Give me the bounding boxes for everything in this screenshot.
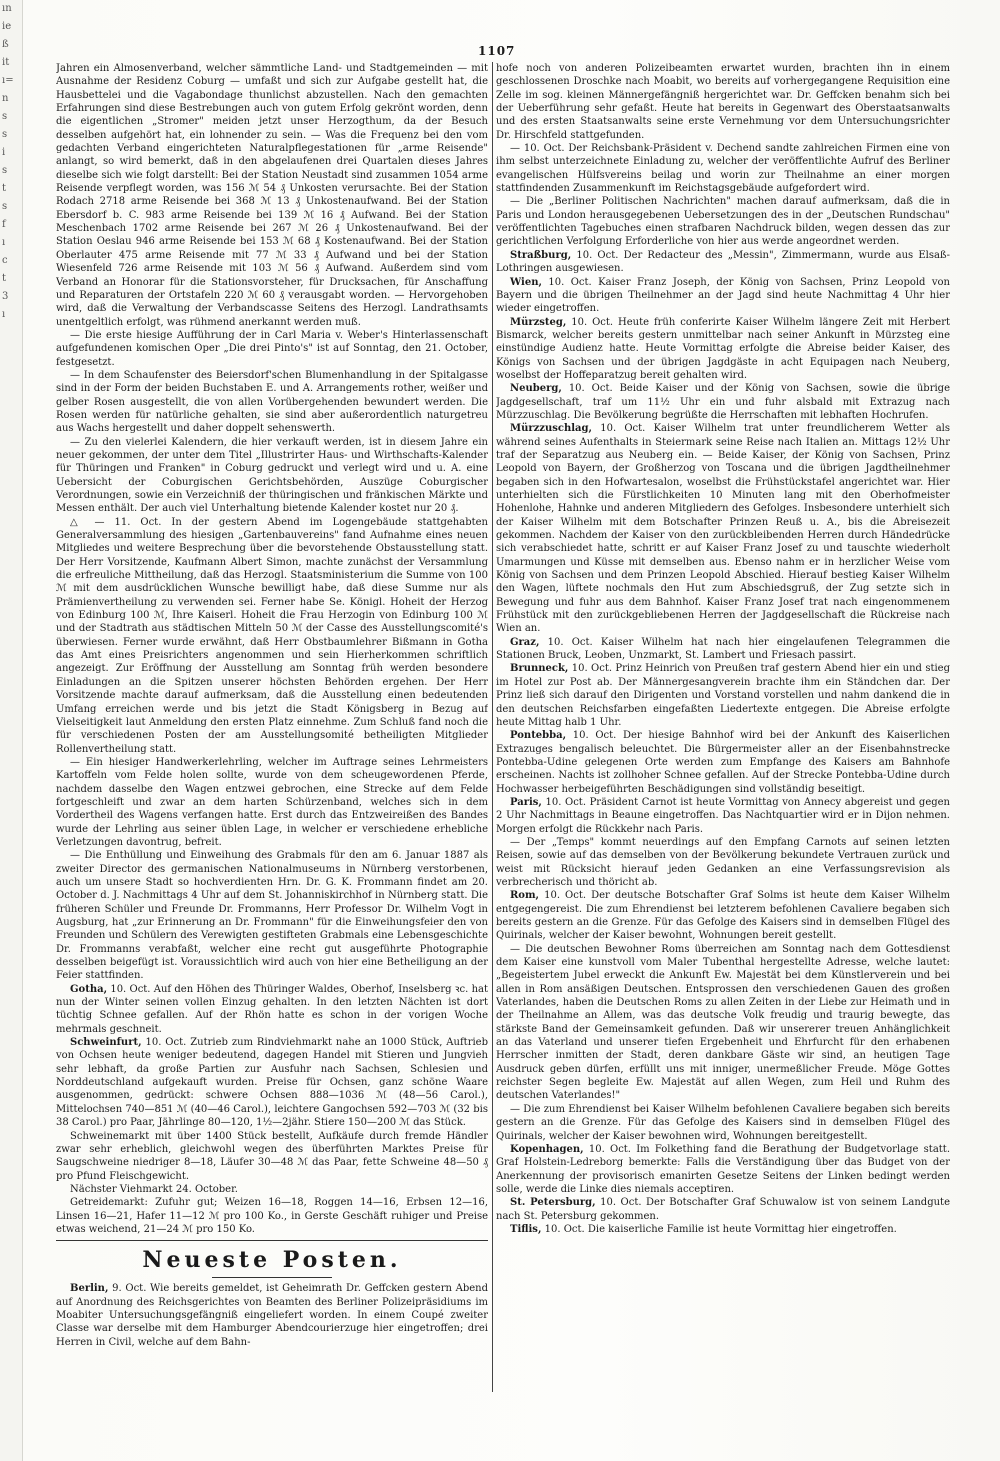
margin-glyph: f (2, 219, 6, 230)
dateline-text: 10. Oct. Der Redacteur des „Messin", Zimmermann, wurde aus Elsaß-Lothringen ausgewiesen. (496, 249, 950, 275)
dateline-paragraph (496, 662, 950, 729)
right-column (496, 62, 950, 1402)
dateline-text: 10. Oct. Kaiser Wilhelm trat unter freundlicherem Wetter als während seines Aufenthalts in Steiermark seine Reise nach Italien an. Mittags 12½ Uhr traf der Separatzug aus Neuberg ein. — Beide Kaiser, der König von Sachsen, Prinz Leopold von Bayern, der Großherzog von Toscana und die übrigen Jagdtheilnehmer begaben sich in den Hofwartesalon, woselbst die Frühstückstafel angerichtet war. Hier unterhielten sich die Fürstlichkeiten 10 Minuten lang mit den Oberhofmeister Hohenlohe, Hahnke und anderen Mitgliedern des Gefolges. Insbesondere unterhielt sich der Kaiser Wilhelm mit dem Botschafter Prinzen Reuß u. A., bis die Abreisezeit gekommen. Nachdem der Kaiser von den zurückbleibenden Herren durch Händedrücke sich verabschiedet hatte, schritt er auf Kaiser Franz Josef zu und tauschte wiederholt Umarmungen und Küsse mit demselben aus. Ebenso nahm er in herzlicher Weise vom König von Sachsen und dem Prinzen Leopold Abschied. Hierauf bestieg Kaiser Wilhelm den Wagen, lüftete nochmals den Hut zum Abschiedsgruß, der Zug setzte sich in Bewegung und fuhr aus dem Bahnhof. Kaiser Franz Josef trat nach eingenommenem Frühstück mit den zurückgebliebenen Herren der Jagdgesellschaft die Rückreise nach Wien an. (496, 423, 950, 635)
dateline-text: 10. Oct. Zutrieb zum Rindviehmarkt nahe an 1000 Stück, Auftrieb von Ochsen heute weniger bedeutend, dagegen Handel mit Stieren und Jungvieh sehr lebhaft, da große Partien zur Ausfuhr nach Sachsen, Schlesien und Norddeutschland aufgekauft wurden. Preise für Ochsen, ganz schöne Waare ausgenommen, gedrückt: schwere Ochsen 888—1036 ℳ (48—56 Carol.), Mittelochsen 740—851 ℳ (40—46 Carol.), leichtere Gangochsen 592—703 ℳ (32 bis 38 Carol.) pro Paar, Jährlinge 80—120, 1½—2jähr. Stiere 150—200 ℳ das Stück. (56, 1037, 488, 1129)
article-paragraph: — Ein hiesiger Handwerkerlehrling, welcher im Auftrage seines Lehrmeisters Kartoffeln vom Felde holen sollte, wurde von dem scheugewordenen Pferde, nachdem dasselbe den Wagen entzwei gebrochen, eine Strecke auf dem Felde fortgeschleift und zwar an dem harten Schürzenband, welches sich in dem Vordertheil des Wagens verfangen hatte. Erst durch das Entzweireißen des Bandes wurde der Lehrling aus seiner üblen Lage, in welcher er verschiedene erhebliche Verletzungen davontrug, befreit. (56, 756, 488, 848)
dateline-text: 10. Oct. Der deutsche Botschafter Graf Solms ist heute dem Kaiser Wilhelm entgegengereist. Die zum Ehrendienst bei letzterem befohlenen Cavaliere begaben sich bereits gestern an die Grenze. Für das Gefolge des Kaisers sind in demselben Flügel des Quirinals, welcher der Kaiser bewohnt, Wohnungen bereit gestellt. (496, 890, 950, 942)
article-paragraph: — Zu den vielerlei Kalendern, die hier verkauft werden, ist in diesem Jahre ein neuer gekommen, der unter dem Titel „Illustrirter Haus- und Wirthschafts-Kalender für Thüringen und Franken" in Coburg gedruckt und verlegt wird und u. A. eine Uebersicht der Coburgischen Gerichtsbehörden, Auszüge Coburgischer Verordnungen, sowie ein Verzeichniß der thüringischen und fränkischen Märkte und Messen enthält. Der auch viel Unterhaltung bietende Kalender kostet nur 20 ₰. (56, 436, 488, 515)
margin-glyph: t (2, 183, 7, 194)
dateline-paragraph (496, 889, 950, 942)
dateline-city: Neuberg, (510, 383, 562, 395)
dateline-paragraph (496, 1196, 950, 1223)
article-paragraph: — Die erste hiesige Aufführung der in Carl Maria v. Weber's Hinterlassenschaft aufgefundenen komischen Oper „Die drei Pinto's" ist auf Sonntag, den 21. October, festgesetzt. (56, 329, 488, 368)
dateline-city: Tiflis, (510, 1223, 542, 1235)
dateline-city: Kopenhagen, (510, 1143, 584, 1155)
dateline-text: 10. Oct. Der hiesige Bahnhof wird bei der Ankunft des Kaiserlichen Extrazuges bengalisch beleuchtet. Die Bürgermeister aller an der Eisenbahnstrecke Pontebba-Udine gelegenen Orte werden zum Empfange des Kaisers am Bahnhofe erscheinen. Nachts ist zollhoher Schnee gefallen. Auf der Strecke Pontebba-Udine durch Hochwasser herbeigeführten Beschädigungen sind vollständig beseitigt. (496, 730, 950, 795)
dateline-paragraph (496, 1143, 950, 1196)
article-paragraph: — Die zum Ehrendienst bei Kaiser Wilhelm befohlenen Cavaliere begaben sich bereits gestern an die Grenze. Für das Gefolge des Kaisers sind in demselben Flügel des Quirinals, welcher der Kaiser bewohnen wird, Wohnungen bereitgestellt. (496, 1103, 950, 1142)
dateline-city: Rom, (510, 890, 540, 902)
dateline-text: 10. Oct. Kaiser Franz Joseph, der König von Sachsen, Prinz Leopold von Bayern und die übrigen Theilnehmer an der Jagd sind heute Nachmittag 4 Uhr hier wieder eingetroffen. (496, 276, 950, 315)
dateline-city: Gotha, (70, 983, 108, 995)
margin-glyph: i (2, 147, 6, 158)
dateline-text: 10. Oct. Heute früh conferirte Kaiser Wilhelm längere Zeit mit Herbert Bismarck, welcher bereits gestern unmittelbar nach seiner Ankunft in Mürzsteg eine einstündige Audienz hatte. Heute Vormittag erfolgte die Abreise beider Kaiser, des Königs von Sachsen und der übrigen Jagdgäste in acht Equipagen nach Neuberg, woselbst der Hoffeparatzug bereit gehalten wird. (496, 316, 950, 381)
dateline-text: 10. Oct. Prinz Heinrich von Preußen traf gestern Abend hier ein und stieg im Hotel zur Post ab. Der Männergesangverein brachte ihm ein Ständchen dar. Der Prinz ließ sich darauf den Dirigenten und Vorstand vorstellen und nahm dankend die in den deutschen Reichsfarben eingefaßten Liedertexte entgegen. Die Abreise erfolgte heute Mittag halb 1 Uhr. (496, 663, 950, 728)
margin-glyph: s (2, 165, 8, 176)
margin-glyph: s (2, 201, 8, 212)
dateline-city: Straßburg, (510, 249, 572, 261)
dateline-paragraph (496, 729, 950, 796)
dateline-city: Pontebba, (510, 730, 567, 742)
dateline-text: 10. Oct. Beide Kaiser und der König von Sachsen, sowie die übrige Jagdgesellschaft, traf um 11½ Uhr ein und fuhr alsbald mit Extrazug nach Mürzzuschlag. Die Bevölkerung begrüßte die Herrschaften mit lebhaften Hochrufen. (496, 383, 950, 421)
dateline-city: Schweinfurt, (70, 1037, 142, 1049)
dateline-paragraph (56, 983, 488, 1036)
left-column (56, 62, 488, 1422)
column-rule (492, 62, 493, 1392)
margin-glyph: ß (2, 39, 9, 50)
dateline-city: Mürzsteg, (510, 316, 567, 328)
dateline-text: 10. Oct. Präsident Carnot ist heute Vormittag von Annecy abgereist und gegen 2 Uhr Nachmittags in Beaune eingetroffen. Das Nachtquartier wird er in Dijon nehmen. Morgen erfolgt die Rückkehr nach Paris. (496, 796, 950, 835)
dateline-city: Mürzzuschlag, (510, 423, 592, 435)
dateline-text: 10. Oct. Die kaiserliche Familie ist heute Vormittag hier eingetroffen. (544, 1223, 897, 1235)
article-paragraph: Jahren ein Almosenverband, welcher sämmtliche Land- und Stadtgemeinden — mit Ausnahme der Residenz Coburg — umfaßt und sich zur Aufgabe gestellt hat, die Hausbettelei und die Vagabondage thunlichst abzustellen. Nach den gemachten Erfahrungen sind diese Bestrebungen auch von gutem Erfolg gekrönt worden, denn die eigentlichen „Stromer" meiden jetzt unser Herzogthum, da der Besuch desselben aufgehört hat, ein lohnender zu sein. — Was die Frequenz bei den vom gedachten Verband eingerichteten Naturalpflegestationen für „arme Reisende" anlangt, so wird bemerkt, daß in den abgelaufenen drei Quartalen dieses Jahres dieselbe sich wie folgt darstellt: Bei der Station Neustadt sind zusammen 1054 arme Reisende verpflegt worden, was 156 ℳ 54 ₰ Unkosten verursachte. Bei der Station Rodach 2718 arme Reisende bei 368 ℳ 13 ₰ Unkostenaufwand. Bei der Station Ebersdorf b. C. 983 arme Reisende bei 139 ℳ 16 ₰ Aufwand. Bei der Station Meschenbach 1702 arme Reisende bei 267 ℳ 26 ₰ Unkostenaufwand. Bei der Station Oeslau 946 arme Reisende bei 153 ℳ 68 ₰ Kostenaufwand. Bei der Station Oberlauter 475 arme Reisende mit 77 ℳ 33 ₰ Aufwand und bei der Station Wiesenfeld 726 arme Reisende mit 103 ℳ 56 ₰ Aufwand. Außerdem sind vom Verband an Honorar für die Stationsvorsteher, für Drucksachen, für Anschaffung und Reparaturen der Ortstafeln 220 ℳ 60 ₰ verausgabt worden. — Hervorgehoben wird, daß die Verwaltung der Verbandscasse Seitens des Herzogl. Landrathsamts unentgeltlich erfolgt, was rühmend anerkannt werden muß. (56, 63, 488, 328)
section-heading: Neueste Posten. (142, 1247, 402, 1274)
article-paragraph: — Die Enthüllung und Einweihung des Grabmals für den am 6. Januar 1887 als zweiter Director des germanischen Nationalmuseums in Nürnberg verstorbenen, auch um unsere Stadt so hochverdienten Hrn. Dr. G. K. Frommann findet am 20. October d. J. Nachmittags 4 Uhr auf dem St. Johanniskirchhof in Nürnberg statt. Die früheren Schüler und Freunde Dr. Frommanns, Herr Professor Dr. Wilhelm Vogt in Augsburg, hat „zur Erinnerung an Dr. Frommann" für die Einweihungsfeier den von Freunden und Schülern des Verewigten gestifteten Grabmals eine Lebensgeschichte Dr. Frommanns verabfaßt, welcher eine recht gut ausgeführte Photographie desselben beigefügt ist. Voraussichtlich wird auch von hier eine Betheiligung an der Feier stattfinden. (56, 850, 488, 982)
dateline-paragraph (496, 316, 950, 383)
heading-underline (212, 1277, 332, 1278)
article-paragraph: — Die „Berliner Politischen Nachrichten" machen darauf aufmerksam, daß die in Paris und London herausgegebenen Uebersetzungen des in der „Deutschen Rundschau" veröffentlichten Tagebuches einen strafbaren Nachdruck bilden, wegen dessen das zur gerichtlichen Verfolgung Erforderliche von hier aus werde angeordnet werden. (496, 196, 950, 248)
article-paragraph: hofe noch von anderen Polizeibeamten erwartet wurden, brachten ihn in einem geschlossenen Droschke nach Moabit, wo bereits auf vorhergegangene Requisition eine Zelle im sog. kleinen Männergefängniß hergerichtet war. Dr. Geffcken benahm sich bei der Ueberführung sehr gefaßt. Heute hat bereits in Gegenwart des Oberstaatsanwalts und des ersten Staatsanwalts seine erste Vernehmung vor dem Untersuchungsrichter Dr. Hirschfeld stattgefunden. (496, 63, 950, 141)
dateline-paragraph (496, 276, 950, 316)
margin-glyph: ı (2, 237, 6, 248)
margin-glyph: ie (2, 21, 12, 32)
dateline-paragraph (496, 636, 950, 663)
margin-glyph: c (2, 255, 8, 266)
article-paragraph: — 10. Oct. Der Reichsbank-Präsident v. Dechend sandte zahlreichen Firmen eine von ihm selbst unterzeichnete Einladung zu, welcher der veröffentlichte Aufruf des Berliner evangelischen Hülfsvereins beilag und worin zur Theilnahme an einer morgen stattfindenden Zusammenkunft im Reichstagsgebäude aufgefordert wird. (496, 143, 950, 195)
margin-glyph: n (2, 93, 9, 104)
margin-glyph: s (2, 111, 8, 122)
dateline-text: 10. Oct. Der Botschafter Graf Schuwalow ist von seinem Landgute nach St. Petersburg gekommen. (496, 1197, 950, 1222)
margin-glyph: it (2, 57, 10, 68)
margin-glyph: s (2, 129, 8, 140)
article-paragraph: — Der „Temps" kommt neuerdings auf den Empfang Carnots auf seinen letzten Reisen, sowie auf das demselben von der Bevölkerung bekundete Vertrauen zurück und weist mit Rücksicht hierauf jeden Gedanken an eine Verfassungsrevision als verbrecherisch und thöricht ab. (496, 836, 950, 888)
dateline-paragraph (56, 1036, 488, 1129)
dateline-paragraph (56, 1282, 488, 1349)
dateline-paragraph (496, 1223, 950, 1236)
dateline-paragraph (496, 249, 950, 276)
dateline-text: 9. Oct. Wie bereits gemeldet, ist Geheimrath Dr. Geffcken gestern Abend auf Anordnung des Reichsgerichtes von Beamten des Berliner Polizeipräsidiums im Moabiter Untersuchungsgefängniß eingeliefert worden. In einem Coupé zweiter Classe war derselbe mit dem Hamburger Abendcourierzuge hier eingetroffen; drei Herren in Civil, welche auf dem Bahn- (56, 1283, 488, 1348)
section-divider (56, 1240, 488, 1241)
dateline-city: Paris, (510, 796, 542, 808)
article-paragraph: — In dem Schaufenster des Beiersdorf'schen Blumenhandlung in der Spitalgasse sind in der Form der beiden Buchstaben E. und A. Arrangements rother, weißer und gelber Rosen ausgestellt, die von allen Vorübergehenden bewundert werden. Die Rosen werden für natürliche gehalten, sie sind aber außerordentlich naturgetreu aus Wachs hergestellt und daher doppelt sehenswerth. (56, 369, 488, 435)
dateline-city: St. Petersburg, (510, 1197, 596, 1209)
dateline-city: Berlin, (70, 1283, 109, 1295)
margin-glyph: ı= (2, 75, 14, 86)
margin-glyph: ı (2, 309, 6, 320)
dateline-paragraph (496, 422, 950, 636)
dateline-city: Brunneck, (510, 663, 569, 675)
dateline-city: Wien, (510, 276, 542, 288)
margin-glyph: 3 (2, 291, 9, 302)
margin-glyph: ın (2, 3, 12, 14)
article-paragraph: Schweinemarkt mit über 1400 Stück bestellt, Aufkäufe durch fremde Händler zwar sehr erheblich, gleichwohl wegen des überführten Marktes Preise für Saugschweine niedriger 8—18, Läufer 30—48 ℳ das Paar, fette Schweine 48—50 ₰ pro Pfund Fleischgewicht. (56, 1130, 488, 1182)
dateline-text: 10. Oct. Kaiser Wilhelm hat nach hier eingelaufenen Telegrammen die Stationen Bruck, Leoben, Unzmarkt, St. Lambert und Friesach passirt. (496, 636, 950, 662)
dateline-paragraph (496, 382, 950, 422)
dateline-text: 10. Oct. Im Folkething fand die Berathung der Budgetvorlage statt. Graf Holstein-Ledreborg bemerkte: Falls die Verständigung über das Budget von der Anerkennung der provisorisch emanirten Gesetze Seitens der Linken bedingt werden solle, werde die Linke dies niemals acceptiren. (496, 1143, 950, 1195)
adjacent-page-edge (0, 0, 23, 1461)
dateline-paragraph (496, 796, 950, 836)
article-paragraph: △ — 11. Oct. In der gestern Abend im Logengebäude stattgehabten Generalversammlung des hiesigen „Gartenbauvereins" fand Aufnahme eines neuen Mitgliedes und weitere Besprechung über die bevorstehende Obstausstellung statt. Der Herr Vorsitzende, Kaufmann Albert Simon, machte zunächst der Versammlung die erfreuliche Mittheilung, daß das Herzogl. Staatsministerium die Summe von 100 ℳ mit dem ausdrücklichen Wunsche bewilligt habe, daß diese Summe nur als Prämienvertheilung zu verwenden sei. Ferner habe Se. Königl. Hoheit der Herzog von Edinburg 100 ℳ, Ihre Kaiserl. Hoheit die Frau Herzogin von Edinburg 100 ℳ und der Stadtrath aus städtischen Mitteln 50 ℳ der Casse des Ausstellungscomité's überwiesen. Ferner wurde erwähnt, daß Herr Obstbaumlehrer Bißmann in Gotha das Amt eines Preisrichters angenommen und sein Hierherkommen schriftlich angezeigt. Zur Eröffnung der Ausstellung am Sonntag früh werden besondere Einladungen an die Spitzen unserer höchsten Behörden ergehen. Der Herr Vorsitzende machte darauf aufmerksam, daß die Ausstellung einen bedeutenden Umfang erreichen werde und bis jetzt die Stadt Königsberg in Bezug auf Vielseitigkeit laut Anmeldung den ersten Platz einnehme. Zum Schluß fand noch die für verschiedenen Posten der am Ausstellungsomité betheiligten Mitglieder Rollenvertheilung statt. (56, 516, 488, 755)
article-paragraph: — Die deutschen Bewohner Roms überreichen am Sonntag nach dem Gottesdienst dem Kaiser eine kunstvoll vom Maler Tubenthal hergestellte Adresse, welche lautet: „Begeistertem Jubel erweckt die Ankunft Ew. Majestät bei dem Künstlerverein und bei allen in Rom ansäßigen Deutschen. Entsprossen den verschiedenen Gauen des großen Vaterlandes, haben die Deutschen Roms zu allen Zeiten in der Liebe zur Heimath und in der Theilnahme an Allem, was das deutsche Volk freudig und traurig bewegte, das stärkste Band der Gemeinsamkeit gefunden. Daß wir unsererer treuen Anhänglichkeit an das Vaterland und unserer tiefen Ergebenheit und Ehrfurcht für den erhabenen Herrscher inmitten der Stadt, deren dankbare Gäste wir sind, an heutigen Tage Ausdruck geben dürfen, erfüllt uns mit inniger, unermeßlicher Freude. Möge Gottes reichster Segen begleite Ew. Majestät auf allen Wegen, zum Heil und Ruhm des deutschen Vaterlandes!" (496, 943, 950, 1102)
page-number: 1107 (478, 44, 516, 58)
dateline-city: Graz, (510, 636, 540, 648)
dateline-text: 10. Oct. Auf den Höhen des Thüringer Waldes, Oberhof, Inselsberg ꝛc. hat nun der Winter seinen vollen Einzug gehalten. In den letzten Nächten ist dort tüchtig Schnee gefallen. Auf der Rhön hatte es schon in der vorigen Woche mehrmals geschneit. (56, 983, 488, 1035)
article-paragraph: Nächster Viehmarkt 24. October. (70, 1183, 238, 1195)
article-paragraph: Getreidemarkt: Zufuhr gut; Weizen 16—18, Roggen 14—16, Erbsen 12—16, Linsen 16—21, Hafer 11—12 ℳ pro 100 Ko., in Gerste Geschäft ruhiger und Preise etwas weichend, 21—24 ℳ pro 150 Ko. (56, 1197, 488, 1235)
margin-glyph: t (2, 273, 7, 284)
